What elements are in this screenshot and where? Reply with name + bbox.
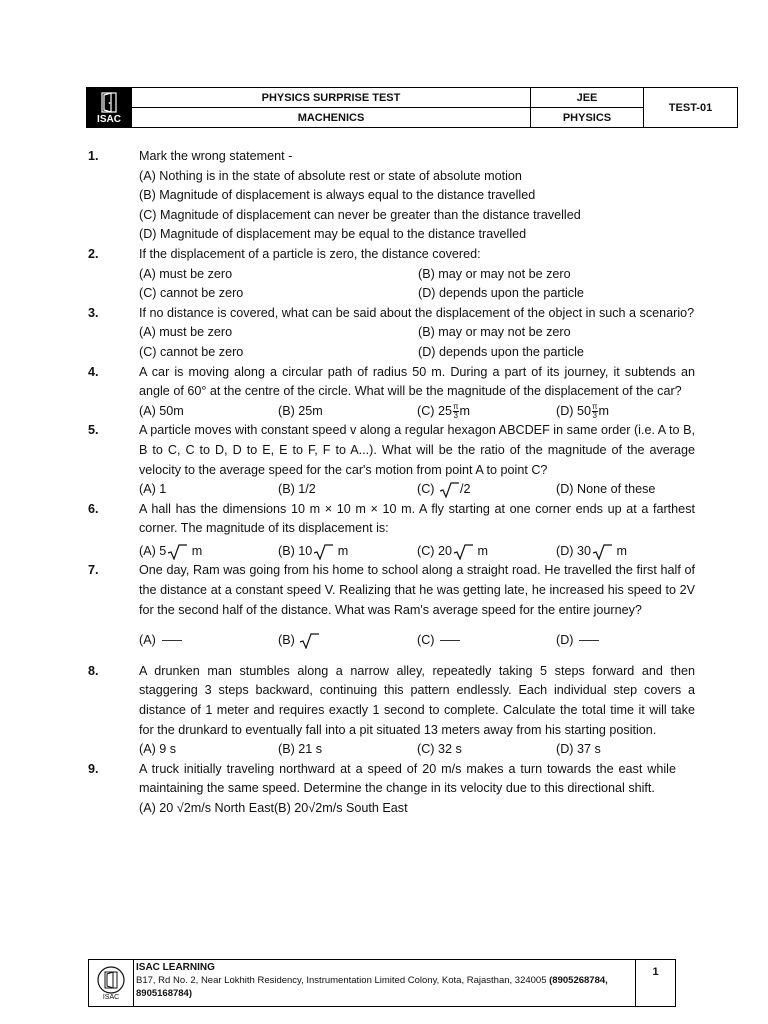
option-c: (C) 32 s [417,742,462,757]
header-exam: JEE [576,91,598,104]
question-text: Mark the wrong statement - [139,149,293,163]
question-number: 9. [88,761,99,776]
option-d: (D) 50 $\frac{\pi}{3}$ m [556,401,610,420]
option-d: (D) depends upon the particle [418,286,584,301]
footer-phones: (8905268784, 8905168784) [136,975,608,999]
footer-info [134,960,635,1006]
header-title-column [131,88,530,127]
square-root-icon [298,633,320,649]
option-b: (B) Magnitude of displacement is always equal to the distance travelled [139,188,536,203]
option-d: (D) 37 s [556,742,601,757]
question-1 [88,147,676,245]
question-8 [88,662,695,760]
question-text: A drunken man stumbles along a narrow alley, repeatedly taking 5 steps forward and then staggering 3 steps backward, continuing this pattern endlessly. Each individual step covers a distance of 1 meter and requires exactly 1 second to complete. Calculate the total time it will take for the drunkard to eventually fall into a pit situated 13 meters away from his starting position. [139,663,695,737]
square-root-icon [591,544,613,560]
pi-over-3-fraction: $\frac{\pi}{3}$ [592,401,598,420]
question-list [88,147,695,819]
option-c: (C) [417,631,556,651]
question-7 [88,561,695,661]
fraction-bar [440,640,460,641]
footer-logo-text: ISAC [102,993,120,1001]
question-3 [88,304,695,363]
question-number: 7. [88,563,99,578]
question-text: One day, Ram was going from his home to school along a straight road. He travelled the first half of the distance at a constant speed V. Realizing that he was getting late, he increased his speed to 2V for the second half of the distance. What was Ram's average speed for the entire journey? [139,563,695,617]
option-a: (A) Nothing is in the state of absolute rest or state of absolute motion [139,168,522,183]
question-text: A car is moving along a circular path of radius 50 m. During a part of its journey, it subtends an angle of 60° at the centre of the circle. What will be the magnitude of the displacement of the car? [139,364,695,399]
question-number: 1. [88,149,99,163]
header-title: PHYSICS SURPRISE TEST [261,91,401,104]
question-number: 6. [88,501,99,516]
square-root-icon [452,544,474,560]
question-number: 8. [88,663,99,678]
logo-text: ISAC [97,114,121,125]
question-5 [88,421,695,499]
isac-logo [87,88,131,127]
option-c: (C) 25 $\frac{\pi}{3}$ m [417,401,471,420]
fraction-bar [162,640,182,641]
pi-over-3-fraction: $\frac{\pi}{3}$ [453,401,459,420]
option-a: (A) [139,631,278,651]
option-b: (B) may or may not be zero [418,325,571,340]
option-a: (A) 5 m [139,543,203,558]
option-b: (B) 21 s [278,742,323,757]
question-2 [88,245,676,304]
question-number: 2. [88,246,99,261]
header-subject: PHYSICS [531,107,643,127]
option-a: (A) must be zero [139,266,233,281]
question-6 [88,500,695,562]
option-a: (A) 1 [139,482,167,497]
option-c: (C) cannot be zero [139,344,244,359]
footer-address: B17, Rd No. 2, Near Lokhith Residency, Instrumentation Limited Colony, Kota, Rajasthan, 324005 [136,975,550,986]
question-text: A truck initially traveling northward at a speed of 20 m/s makes a turn towards the east while maintaining the same speed. Determine the change in its velocity due to this directional shift. [139,761,676,796]
square-root-icon [166,544,188,560]
footer-address-block [136,974,633,1000]
option-b: (B) 1/2 [278,482,316,497]
fraction-bar [579,640,599,641]
page-footer [88,959,676,1007]
question-text: If the displacement of a particle is zero, the distance covered: [139,246,481,261]
option-b: (B) may or may not be zero [418,266,571,281]
isac-logo-icon [96,966,126,994]
square-root-icon [438,482,460,498]
header-test-id: TEST-01 [643,88,737,127]
test-header [86,87,738,128]
header-exam-column [530,88,643,127]
option-d: (D) depends upon the particle [418,344,584,359]
question-number: 3. [88,305,99,320]
option-c: (C) /2 [417,482,471,497]
option-a: (A) must be zero [139,325,233,340]
page-number: 1 [635,960,675,1006]
option-b: (B) [278,631,417,651]
door-logo-icon [98,90,120,114]
question-4 [88,363,695,422]
question-text: A particle moves with constant speed v along a regular hexagon ABCDEF in same order (i.e. A to B, B to C, C to D, D to E, E to F, F to A...). What will be the ratio of the magnitude of the average velocity to the average speed for the car's motion from point A to point C? [139,423,695,477]
option-c: (C) 20 m [417,543,488,558]
question-text: A hall has the dimensions 10 m × 10 m × 10 m. A fly starting at one corner ends up at a farthest corner. The magnitude of its displacement is: [139,501,695,536]
option-b: (B) 25m [278,403,323,418]
option-d: (D) Magnitude of displacement may be equal to the distance travelled [139,227,527,242]
option-d: (D) None of these [556,482,656,497]
question-text: If no distance is covered, what can be said about the displacement of the object in such a scenario? [139,305,695,320]
question-number: 5. [88,423,99,438]
option-d: (D) [556,631,695,651]
option-c: (C) Magnitude of displacement can never be greater than the distance travelled [139,207,581,222]
footer-logo [89,960,134,1006]
square-root-icon [312,544,334,560]
question-number: 4. [88,364,99,379]
option-d: (D) 30 m [556,543,627,558]
option-a: (A) 50m [139,403,184,418]
option-b: (B) 10 m [278,543,349,558]
footer-title: ISAC LEARNING [136,962,215,973]
options-a-b: (A) 20 √2m/s North East(B) 20√2m/s South East [139,801,408,815]
option-a: (A) 9 s [139,742,177,757]
option-c: (C) cannot be zero [139,286,244,301]
question-9 [88,760,676,819]
header-subtitle: MACHENICS [132,107,530,127]
